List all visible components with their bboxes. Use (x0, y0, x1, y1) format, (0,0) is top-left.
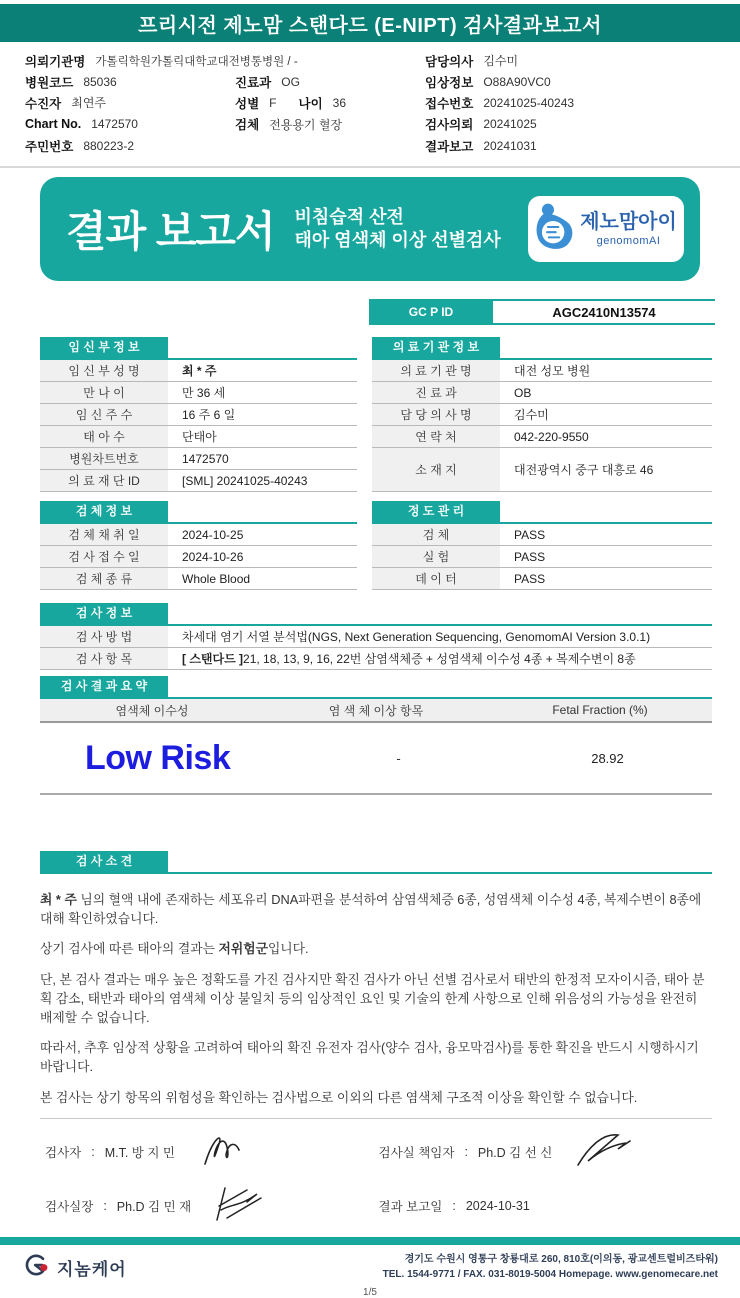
tester-label: 검사자 (45, 1145, 82, 1160)
lab-chief-name: Ph.D 김 선 신 (477, 1145, 553, 1160)
findings-section (40, 851, 712, 1107)
gcpid-value: AGC2410N13574 (493, 299, 715, 325)
table-row: 담 당 의 사 명 김수미 (372, 404, 712, 426)
footer-teal-bar (0, 1237, 740, 1245)
result-low-risk: Low Risk (85, 738, 231, 777)
lab-chief-signature-image (574, 1131, 634, 1172)
sex-value: F (269, 95, 277, 110)
gcpid-label: GC P ID (369, 299, 493, 325)
report-date-sig-label: 결과 보고일 (378, 1199, 443, 1214)
tester-name: M.T. 방 지 민 (104, 1145, 175, 1160)
genomom-ai-logo-icon (535, 202, 573, 257)
footer (0, 1245, 740, 1283)
lab-chief-signature-row: 검사실 책임자 : Ph.D 김 선 신 (379, 1135, 713, 1169)
result-banner (40, 177, 700, 281)
age-label: 나이 (298, 96, 323, 111)
request-date-label: 검사의뢰 (425, 118, 474, 132)
table-row: 연 락 처 042-220-9550 (372, 426, 712, 448)
gcpid-row (0, 299, 715, 325)
genomecare-logo-text: 지놈케어 (57, 1259, 127, 1279)
hospital-code-label: 병원코드 (25, 75, 74, 90)
requesting-org-label: 의뢰기관명 (25, 54, 86, 69)
table-row: 병원차트번호 1472570 (40, 448, 357, 470)
report-date-row: 결과 보고일 : 2024-10-31 (378, 1198, 530, 1214)
page-number: 1/5 (363, 1286, 377, 1298)
table-row: 의 료 기 관 명 대전 성모 병원 (372, 360, 712, 382)
summary-result-row (40, 723, 712, 795)
test-info-tab: 검 사 정 보 (40, 603, 168, 624)
report-date-label: 결과보고 (425, 139, 474, 154)
clinical-info-label: 임상정보 (425, 75, 474, 90)
specimen-info-tab: 검 체 정 보 (40, 501, 168, 522)
banner-subtitle-line1: 비침습적 산전 (294, 206, 404, 227)
signatures-section (45, 1135, 712, 1223)
mother-info-table (40, 337, 357, 492)
resident-no-value: 880223-2 (83, 138, 135, 153)
test-items-value: [ 스탠다드 ] 21, 18, 13, 9, 16, 22번 삼염색체증 + 성염색체 이수성 4종 + 복제수변이 8종 (182, 652, 636, 666)
table-row: 검 체 PASS (372, 524, 712, 546)
clinic-info-table (372, 337, 712, 492)
footer-contact: TEL. 1544-9771 / FAX. 031-8019-5004 Homepage. www.genomecare.net (382, 1269, 718, 1281)
logo-text-korean: 제노맘아이 (580, 210, 677, 233)
info-row-1 (25, 50, 720, 71)
doctor-label: 담당의사 (425, 54, 474, 69)
department-value: OG (281, 74, 300, 89)
fetal-fraction-value: 28.92 (591, 750, 624, 766)
qc-table (372, 501, 712, 590)
receipt-no-label: 접수번호 (425, 96, 474, 111)
info-row-3 (25, 92, 720, 113)
sex-label: 성별 (235, 96, 260, 111)
result-summary-section (40, 676, 712, 795)
table-row: 임 신 주 수 16 주 6 일 (40, 404, 357, 426)
header-info-section (0, 42, 740, 168)
lab-head-name: Ph.D 김 민 재 (116, 1199, 192, 1214)
table-row: 임 신 부 성 명 최 * 주 (40, 360, 357, 382)
footer-address: 경기도 수원시 영통구 창룡대로 260, 810호(이의동, 광교센트럴비즈타워) (404, 1253, 718, 1265)
table-row: 데 이 터 PASS (372, 568, 712, 590)
chart-no-value: 1472570 (91, 117, 138, 131)
table-row: 만 나 이 만 36 세 (40, 382, 357, 404)
report-title-bar (0, 4, 740, 42)
report-title: 프리시전 제노맘 스탠다드 (E-NIPT) 검사결과보고서 (138, 14, 602, 37)
banner-subtitle (295, 206, 528, 253)
clinical-info-value: O88A90VC0 (483, 74, 551, 89)
doctor-value: 김수미 (483, 54, 519, 68)
table-row: 태 아 수 단태아 (40, 426, 357, 448)
abnormal-item-value: - (396, 750, 401, 766)
table-row: 검 사 방 법 차세대 염기 서열 분석법(NGS, Next Generation Sequencing, GenomomAI Version 3.0.1) (40, 626, 712, 648)
footer-address-block (383, 1252, 718, 1283)
genomom-ai-logo (528, 196, 684, 262)
findings-tab: 검 사 소 견 (40, 851, 168, 872)
patient-value: 최연주 (71, 96, 107, 110)
info-row-4 (25, 113, 720, 135)
age-value: 36 (332, 95, 347, 110)
table-row: 검 사 항 목 [ 스탠다드 ] 21, 18, 13, 9, 16, 22번 삼염색체증 + 성염색체 이수성 4종 + 복제수변이 8종 (40, 648, 712, 670)
chart-no-label: Chart No. (25, 117, 82, 131)
mother-info-tab: 임 신 부 정 보 (40, 337, 168, 358)
test-method-value: 차세대 염기 서열 분석법(NGS, Next Generation Sequencing, GenomomAI Version 3.0.1) (182, 630, 651, 644)
summary-col-abnormal-item: 염 색 체 이상 항목 (328, 703, 424, 718)
tester-signature-row: 검사자 : M.T. 방 지 민 (45, 1135, 379, 1169)
hospital-code-value: 85036 (83, 74, 117, 89)
lab-head-signature-image (213, 1184, 269, 1227)
qc-tab: 정 도 관 리 (372, 501, 500, 522)
test-info-table (40, 603, 712, 670)
clinic-info-tab: 의 료 기 관 정 보 (372, 337, 500, 358)
info-row-2 (25, 71, 720, 92)
specimen-qc-tables (40, 501, 712, 590)
specimen-info-table (40, 501, 357, 590)
table-row: 검 체 종 류 Whole Blood (40, 568, 357, 590)
resident-no-label: 주민번호 (25, 139, 74, 154)
department-label: 진료과 (235, 75, 272, 90)
report-date-sig-value: 2024-10-31 (465, 1198, 530, 1213)
banner-subtitle-line2: 태아 염색체 이상 선별검사 (294, 230, 501, 250)
summary-header-row (40, 699, 712, 723)
summary-col-aneuploidy: 염색체 이수성 (115, 703, 189, 718)
report-page (0, 4, 740, 1298)
lab-head-signature-row: 검사실장 : Ph.D 김 민 재 (45, 1189, 379, 1223)
receipt-no-value: 20241025-40243 (483, 95, 575, 110)
table-row: 실 험 PASS (372, 546, 712, 568)
lab-head-label: 검사실장 (45, 1199, 94, 1214)
genomom-ai-logo-text (580, 212, 677, 247)
specimen-label: 검체 (235, 118, 260, 132)
requesting-org-value: 가톨릭학원가톨릭대학교대전병통병원 / - (95, 55, 298, 68)
findings-paragraph-5: 본 검사는 상기 항목의 위험성을 확인하는 검사법으로 이외의 다른 염색체 구조적 이상을 확인할 수 없습니다. (40, 1089, 638, 1105)
table-row: 의 료 재 단 ID [SML] 20241025-40243 (40, 470, 357, 492)
table-row: 검 사 접 수 일 2024-10-26 (40, 546, 357, 568)
table-row: 검 체 채 취 일 2024-10-25 (40, 524, 357, 546)
findings-body (40, 890, 712, 1107)
summary-col-fetal-fraction: Fetal Fraction (%) (552, 703, 648, 717)
patient-label: 수진자 (25, 96, 62, 111)
findings-paragraph-4: 따라서, 추후 임상적 상황을 고려하여 태아의 확진 유전자 검사(양수 검사, 융모막검사)를 통한 확진을 반드시 시행하시기 바랍니다. (40, 1040, 699, 1075)
mother-clinic-tables (40, 337, 712, 492)
info-row-5 (25, 135, 720, 156)
result-summary-tab: 검 사 결 과 요 약 (40, 676, 168, 697)
request-date-value: 20241025 (483, 117, 537, 131)
specimen-value: 전용용기 혈장 (269, 117, 343, 132)
tester-signature-image (197, 1130, 249, 1173)
findings-paragraph-2: 상기 검사에 따른 태아의 결과는 저위험군입니다. (40, 941, 309, 957)
report-date-value: 20241031 (483, 138, 537, 153)
genomecare-logo-icon (22, 1252, 50, 1283)
table-row: 소 재 지 대전광역시 중구 대흥로 46 (372, 448, 712, 492)
logo-text-english: genomomAI (596, 234, 661, 247)
lab-chief-label: 검사실 책임자 (378, 1145, 455, 1160)
findings-paragraph-3: 단, 본 검사 결과는 매우 높은 정확도를 가진 검사지만 확진 검사가 아닌 선별 검사로서 태반의 한정적 모자이시즘, 태아 분획 감소, 태반과 태아의 염색체 이상 불일치 등의 임상적인 요인 및 기술의 한계 사항으로 인해 위음성의 가능성을 완전히 배제할 수 없습니다. (40, 971, 705, 1025)
findings-paragraph-1: 최 * 주 님의 혈액 내에 존재하는 세포유리 DNA파편을 분석하여 삼염색체증 6종, 성염색체 이수성 4종, 복제수변이 8종에 대해 확인하였습니다. (40, 892, 702, 927)
table-row: 진 료 과 OB (372, 382, 712, 404)
banner-title: 결과 보고서 (66, 208, 275, 255)
divider (40, 1118, 712, 1119)
genomecare-logo (22, 1252, 127, 1283)
